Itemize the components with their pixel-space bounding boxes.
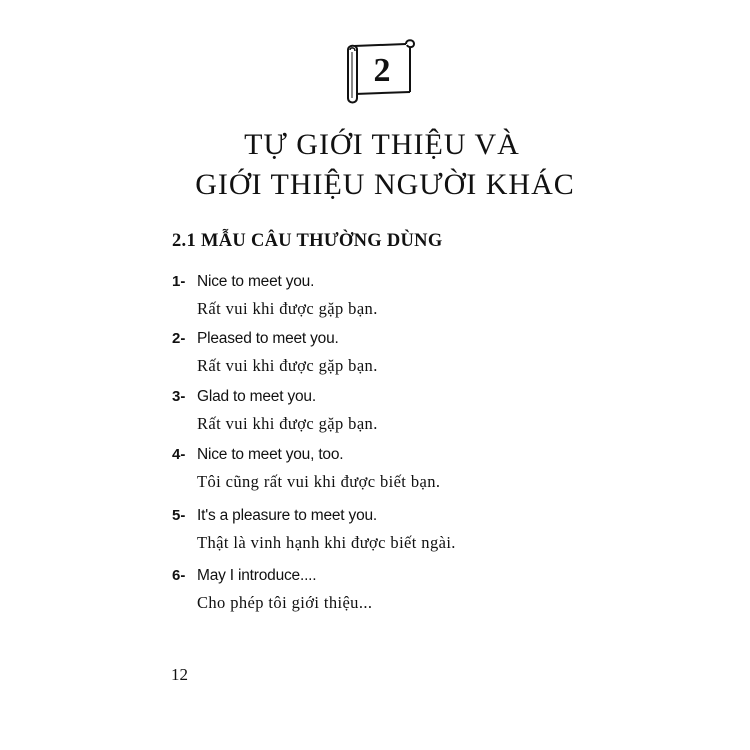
phrase-vietnamese: Rất vui khi được gặp bạn. (197, 299, 378, 318)
section-heading: 2.1 MẪU CÂU THƯỜNG DÙNG (172, 231, 443, 251)
phrase-number: 5- (172, 507, 186, 524)
phrase-vietnamese: Rất vui khi được gặp bạn. (197, 356, 378, 375)
phrase-vietnamese: Tôi cũng rất vui khi được biết bạn. (197, 472, 441, 491)
phrase-vietnamese: Cho phép tôi giới thiệu... (197, 593, 373, 612)
chapter-badge (344, 38, 416, 104)
page-number: 12 (171, 665, 188, 684)
phrase-vietnamese: Rất vui khi được gặp bạn. (197, 414, 378, 433)
phrase-english: Nice to meet you. (197, 273, 315, 290)
phrase-english: Glad to meet you. (197, 388, 316, 405)
phrase-english: It's a pleasure to meet you. (197, 507, 378, 524)
phrase-english: Nice to meet you, too. (197, 446, 344, 463)
phrase-english: May I introduce.... (197, 567, 317, 584)
phrase-number: 2- (172, 330, 186, 347)
phrase-number: 6- (172, 567, 186, 584)
phrase-vietnamese: Thật là vinh hạnh khi được biết ngài. (197, 533, 456, 552)
phrase-number: 4- (172, 446, 186, 463)
phrase-number: 3- (172, 388, 186, 405)
chapter-title-line-1: TỰ GIỚI THIỆU VÀ (244, 128, 520, 161)
chapter-title-line-2: GIỚI THIỆU NGƯỜI KHÁC (195, 168, 575, 201)
phrase-english: Pleased to meet you. (197, 330, 339, 347)
chapter-number: 2 (373, 52, 391, 89)
phrase-number: 1- (172, 273, 186, 290)
